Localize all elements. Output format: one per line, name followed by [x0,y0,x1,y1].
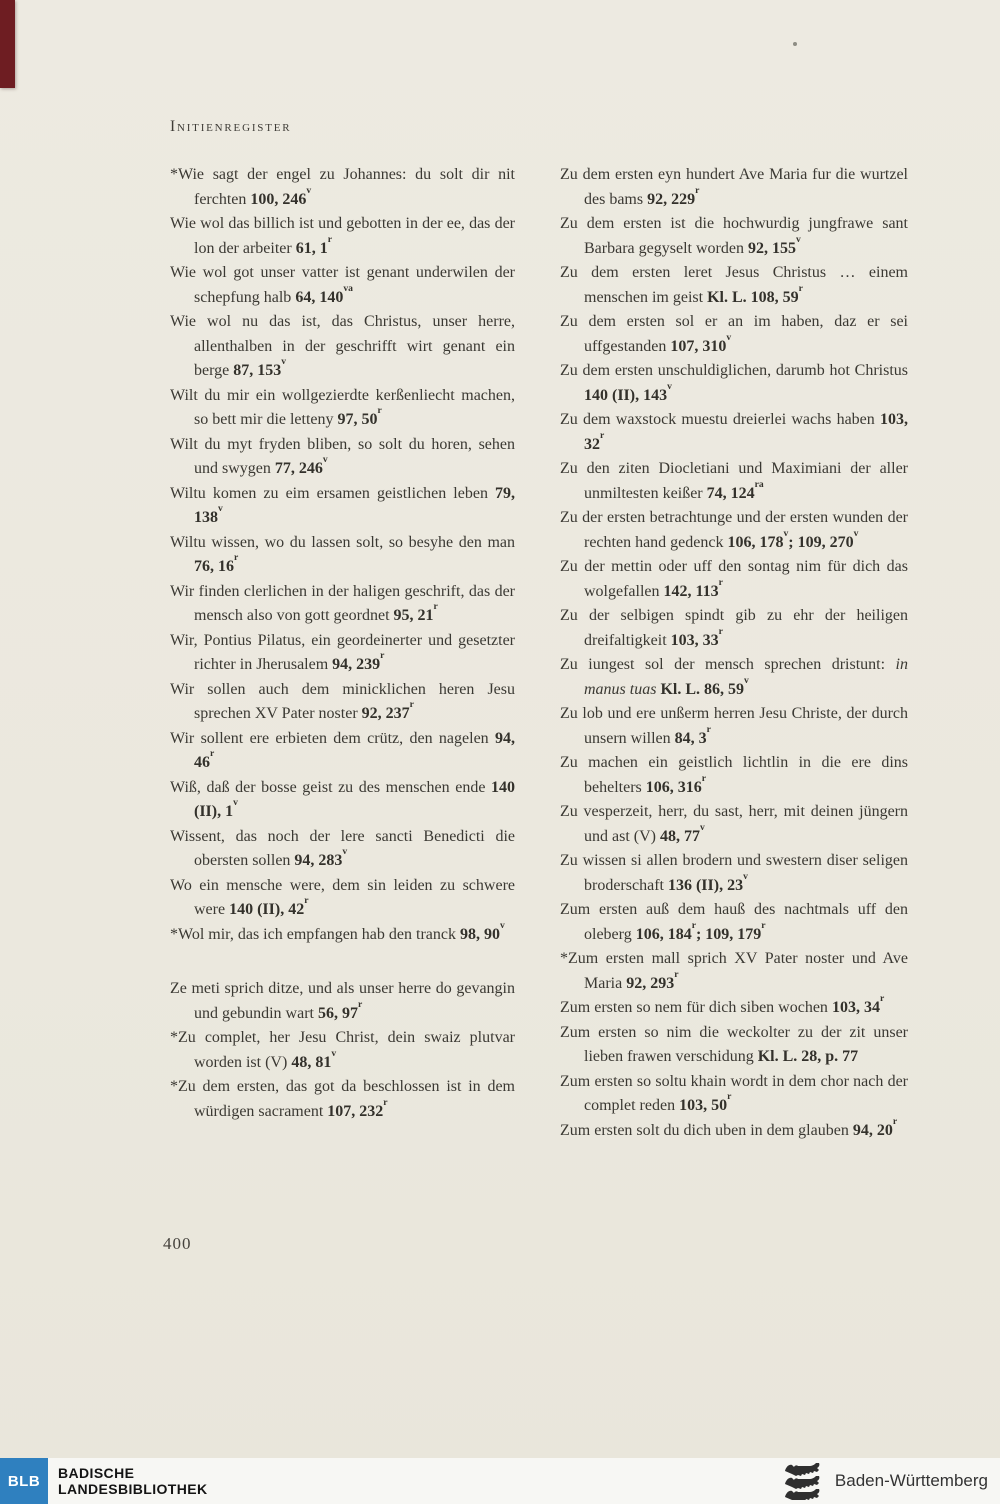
index-entry: *Wie sagt der engel zu Johannes: du solt dir nit ferchten 100, 246$^v$ [170,166,515,208]
index-entry: Zu der selbigen spindt gib zu ehr der heiligen dreifaltigkeit 103, 33$^r$ [560,607,908,649]
blb-logo: BLB [0,1458,48,1504]
index-entry: Wiltu wissen, wo du lassen solt, so besyhe den man 76, 16$^r$ [170,533,515,575]
index-entry: Zu dem ersten sol er an im haben, daz er sei uffgestanden 107, 310$^v$ [560,313,908,355]
baden-wuerttemberg-coat-of-arms-icon [779,1462,827,1500]
library-name-line2: LANDESBIBLIOTHEK [58,1481,208,1497]
index-entry: Zu machen ein geistlich lichtlin in die ere dins behelters 106, 316$^r$ [560,754,908,796]
library-name-line1: BADISCHE [58,1464,135,1481]
index-entry: Wilt du myt fryden bliben, so solt du horen, sehen und swygen 77, 246$^v$ [170,435,515,477]
index-entry: *Wol mir, das ich empfangen hab den tranck 98, 90$^v$ [170,919,505,943]
index-entry: Zu dem ersten ist die hochwurdig jungfrawe sant Barbara gegyselt worden 92, 155$^v$ [560,215,908,257]
index-entry: Wie wol das billich ist und gebotten in der ee, das der lon der arbeiter 61, 1$^r$ [170,215,515,257]
state-branding [779,1462,1000,1500]
index-entry: *Zum ersten mall sprich XV Pater noster und Ave Maria 92, 293$^r$ [560,950,908,992]
scan-artifact-dot [793,42,797,46]
index-entry: Zu dem ersten unschuldiglichen, darumb hot Christus 140 (II), 143$^v$ [560,362,908,404]
index-entry: Zu den ziten Diocletiani und Maximiani der aller unmiltesten keißer 74, $124^{ra}$ [560,460,908,502]
index-entry: Zu dem ersten eyn hundert Ave Maria fur die wurtzel des bams 92, 229$^r$ [560,166,908,208]
index-entry: Zu dem waxstock muestu dreierlei wachs haben 103, 32$^r$ [560,411,908,453]
index-entry: Wiltu komen zu eim ersamen geistlichen leben 79, 138$^v$ [170,484,515,526]
page-heading: Initienregister [170,118,292,135]
index-entry: *Zu dem ersten, das got da beschlossen ist in dem würdigen sacrament 107, 232$^r$ [170,1078,515,1120]
index-entry: Wir sollen auch dem minicklichen heren Jesu sprechen XV Pater noster 92, 237$^r$ [170,680,515,722]
index-column-right [560,163,908,1143]
page-number: 400 [163,1234,192,1253]
library-name [58,1465,208,1498]
index-entry: Wir sollent ere erbieten dem crütz, den nagelen 94, 46$^r$ [170,729,515,771]
index-entry: Zum ersten so nem für dich siben wochen 103, 34$^r$ [560,993,885,1016]
index-entry: Wir, Pontius Pilatus, ein geordeinerter und gesetzter richter in Jherusalem 94, 239$^r$ [170,631,515,673]
index-entry: Zum ersten auß dem hauß des nachtmals uff den oleberg 106, 184$^r$; 109, 179$^r$ [560,901,908,943]
state-name: Baden-Württemberg [834,1471,988,1490]
book-spine-corner-strip [0,0,15,88]
index-entry: Wissent, das noch der lere sancti Benedicti die obersten sollen 94, 283$^v$ [170,827,515,869]
index-entry: Ze meti sprich ditze, und als unser herre do gevangin und gebundin wart 56, 97$^r$ [170,980,515,1022]
index-entry: *Zu complet, her Jesu Christ, dein swaiz plutvar worden ist (V) 48, 81$^v$ [170,1029,515,1071]
index-entry: Zu wissen si allen brodern und swestern diser seligen broderschaft 136 (II), 23$^v$ [560,852,908,894]
index-entry: Zu iungest sol der mensch sprechen dristunt: in manus tuas Kl. L. 86, 59$^v$ [560,656,908,698]
index-entry: Wiß, daß der bosse geist zu des menschen ende 140 (II), 1$^v$ [170,778,515,820]
index-entry: Zu der ersten betrachtunge und der ersten wunden der rechten hand gedenck 106, 178$^v$; 109, 270$^v$ [560,509,908,551]
index-entry: Wo ein mensche were, dem sin leiden zu schwere were 140 (II), 42$^r$ [170,876,515,918]
index-entry: Zum ersten solt du dich uben in dem glauben 94, 20$^r$ [560,1115,898,1139]
column-gap [170,947,515,977]
index-entry: Wie wol got unser vatter ist genant underwilen der schepfung halb 64, $140^{va}$ [170,264,515,306]
index-entry: Wie wol nu das ist, das Christus, unser herre, allenthalben in der geschrifft wirt genant ein berge 87, 153$^v$ [170,313,515,379]
index-entry: Zu der mettin oder uff den sontag nim für dich das wolgefallen 142, 113$^r$ [560,558,908,600]
index-column-left [170,163,515,1124]
index-entry: Zu dem ersten leret Jesus Christus … einem menschen im geist Kl. L. 108, 59$^r$ [560,264,908,306]
index-entry: Wilt du mir ein wollgezierdte kerßenliecht machen, so bett mir die letteny 97, 50$^r$ [170,386,515,428]
index-entry: Zum ersten so nim die weckolter zu der zit unser lieben frawen verschidung Kl. L. 28, p. 77 [560,1023,908,1065]
index-entry: Zu vesperzeit, herr, du sast, herr, mit deinen jüngern und ast (V) 48, 77$^v$ [560,803,908,845]
index-entry: Zu lob und ere unßerm herren Jesu Christe, der durch unsern willen 84, 3$^r$ [560,705,908,747]
index-entry: Zum ersten so soltu khain wordt in dem chor nach der complet reden 103, 50$^r$ [560,1072,908,1114]
digitization-footer-bar [0,1458,1000,1504]
index-entry: Wir finden clerlichen in der haligen geschrift, das der mensch also von gott geordnet 95, 21$^r$ [170,582,515,624]
